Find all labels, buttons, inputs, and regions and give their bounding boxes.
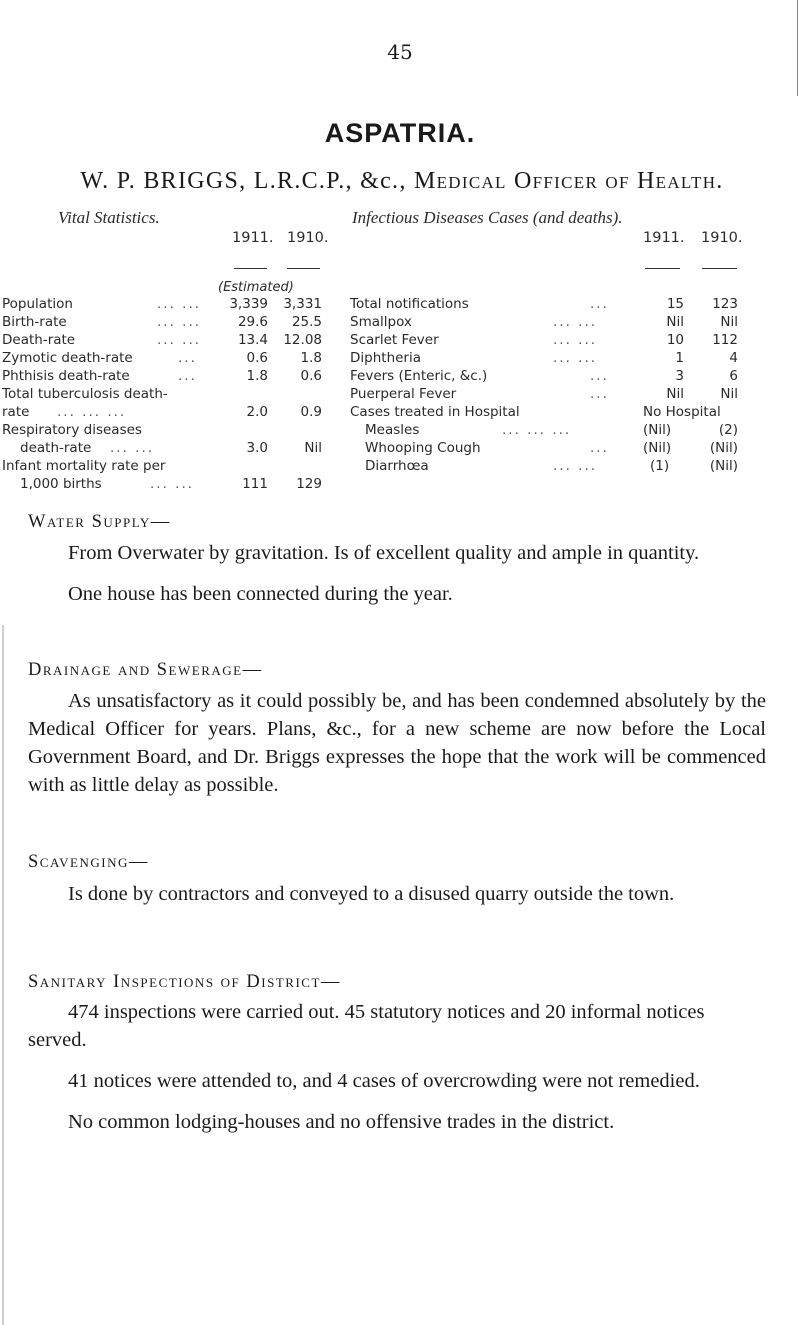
scavenging-heading: Scavenging— [28,852,149,872]
vital-statistics-heading: Vital Statistics. [58,208,160,227]
scan-edge-left [2,625,4,1325]
paragraph: 474 inspections were carried out. 45 statutory notices and 20 informal notices served. [28,1001,705,1051]
paragraph: 41 notices were attended to, and 4 cases of overcrowding were not remedied. [68,1070,700,1092]
place-heading: ASPATRIA. [324,118,476,148]
officer-name: W. P. BRIGGS, L.R.C.P., &c., [80,168,407,194]
water-supply-body [28,539,766,608]
paragraph: Is done by contractors and conveyed to a disused quarry outside the town. [68,883,675,905]
officer-title: Medical Officer of Health. [413,168,724,194]
sanitary-inspections-body [28,998,766,1136]
scavenging-body [28,880,766,908]
infectious-col-1910: 1910. [701,230,743,246]
infectious-heading: Infectious Diseases Cases (and deaths). [352,208,623,227]
paragraph: No common lodging-houses and no offensive trades in the district. [68,1111,615,1133]
water-supply-heading: Water Supply— [28,512,171,532]
paragraph: From Overwater by gravitation. Is of excellent quality and ample in quantity. [68,542,700,564]
officer-line [22,168,782,195]
infectious-col-1911-rule [645,268,680,269]
paragraph: As unsatisfactory as it could possibly be, and has been condemned absolutely by the Medical Officer for years. Plans, &c., for a new scheme are now before the Local Government Board, and Dr. Briggs expresses the hope that the work will be commenced with as little delay as possible. [28,690,766,796]
vital-col-1911: 1911. [232,230,274,246]
vital-col-1911-rule [234,268,267,269]
page-number: 45 [387,40,413,64]
infectious-col-1910-rule [702,268,737,269]
vital-col-1910-rule [287,268,320,269]
infectious-col-1911: 1911. [643,230,685,246]
vital-col-1910: 1910. [287,230,329,246]
drainage-heading: Drainage and Sewerage— [28,660,263,680]
drainage-body [28,687,766,799]
paragraph: One house has been connected during the year. [68,583,453,605]
sanitary-inspections-heading: Sanitary Inspections of District— [28,972,341,992]
estimated-label: (Estimated) [218,280,294,295]
